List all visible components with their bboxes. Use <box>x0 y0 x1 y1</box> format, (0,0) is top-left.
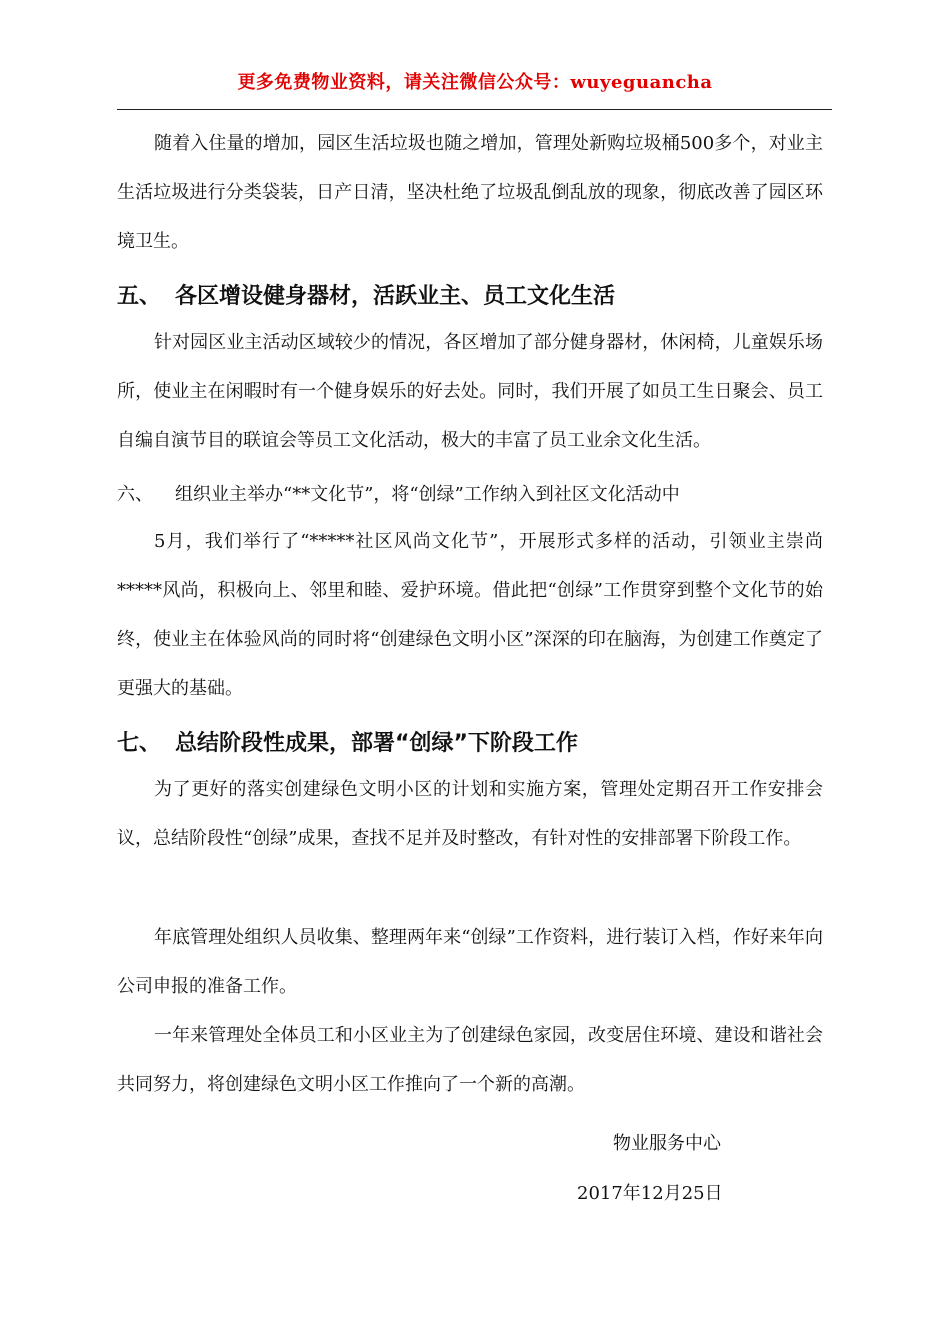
section-heading-7 <box>117 726 832 757</box>
section-title: 组织业主举办“**文化节”，将“创绿”工作纳入到社区文化活动中 <box>175 484 680 505</box>
paragraph-fitness: 针对园区业主活动区域较少的情况，各区增加了部分健身器材，休闲椅，儿童娱乐场所，使业主在闲暇时有一个健身娱乐的好去处。同时，我们开展了如员工生日聚会、员工自编自演节目的联谊会等员工文化活动，极大的丰富了员工业余文化生活。 <box>117 332 823 451</box>
signature-organization: 物业服务中心 <box>613 1133 721 1154</box>
section-number: 六、 <box>117 484 153 505</box>
paragraph-archive: 年底管理处组织人员收集、整理两年来“创绿”工作资料，进行装订入档，作好来年向公司申报的准备工作。 <box>117 927 823 997</box>
section-number: 五、 <box>117 284 162 309</box>
promo-banner: 更多免费物业资料，请关注微信公众号：wuyeguancha <box>237 72 713 93</box>
signature-date: 2017年12月25日 <box>577 1183 723 1204</box>
header-divider <box>117 109 832 110</box>
section-title: 总结阶段性成果，部署“创绿”下阶段工作 <box>175 731 578 756</box>
section-heading-5 <box>117 279 832 310</box>
paragraph-festival: 5月，我们举行了“*****社区风尚文化节”，开展形式多样的活动，引领业主崇尚*****风尚，积极向上、邻里和睦、爱护环境。借此把“创绿”工作贯穿到整个文化节的始终，使业主在体验风尚的同时将“创建绿色文明小区”深深的印在脑海，为创建工作奠定了更强大的基础。 <box>117 531 823 699</box>
section-title: 各区增设健身器材，活跃业主、员工文化生活 <box>175 284 616 309</box>
section-number: 七、 <box>117 731 162 756</box>
paragraph-closing: 一年来管理处全体员工和小区业主为了创建绿色家园，改变居住环境、建设和谐社会共同努力，将创建绿色文明小区工作推向了一个新的高潮。 <box>117 1025 823 1095</box>
paragraph-garbage: 随着入住量的增加，园区生活垃圾也随之增加，管理处新购垃圾桶500多个，对业主生活垃圾进行分类袋装，日产日清，坚决杜绝了垃圾乱倒乱放的现象，彻底改善了园区环境卫生。 <box>117 133 823 252</box>
paragraph-summary: 为了更好的落实创建绿色文明小区的计划和实施方案，管理处定期召开工作安排会议，总结阶段性“创绿”成果，查找不足并及时整改，有针对性的安排部署下阶段工作。 <box>117 779 823 849</box>
section-heading-6 <box>117 480 832 506</box>
